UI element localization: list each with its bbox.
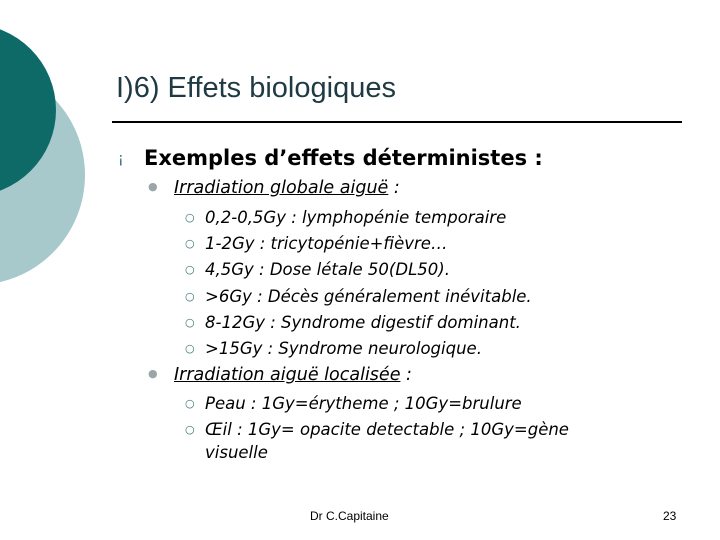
list-item <box>185 284 532 310</box>
circle-bullet-icon: ○ <box>185 211 195 224</box>
list-item-text: 0,2-0,5Gy : lymphopénie temporaire <box>205 208 507 227</box>
group1-label-underlined: Irradiation globale aiguë <box>174 178 389 198</box>
page-number: 23 <box>663 509 677 523</box>
list-item <box>185 257 450 283</box>
group1-label-tail: : <box>388 178 400 198</box>
list-item <box>185 391 522 417</box>
group2-label-underlined: Irradiation aiguë localisée <box>174 365 401 385</box>
list-item-text: 1-2Gy : tricytopénie+fièvre… <box>205 234 448 253</box>
decorative-circles <box>0 0 120 300</box>
circle-bullet-icon: ○ <box>185 263 195 276</box>
circle-bullet-icon: ○ <box>185 342 195 355</box>
list-item-text: Œil : 1Gy= opacite detectable ; 10Gy=gène <box>205 420 569 439</box>
list-item <box>185 205 506 231</box>
dot-bullet-icon: ● <box>148 367 158 380</box>
list-item-text: >15Gy : Syndrome neurologique. <box>205 339 482 358</box>
footer-author: Dr C.Capitaine <box>310 509 389 523</box>
circle-bullet-icon: ¡ <box>118 151 124 167</box>
list-item <box>185 231 447 257</box>
list-item-text: 8-12Gy : Syndrome digestif dominant. <box>205 313 521 332</box>
group2-label-tail: : <box>400 365 412 385</box>
list-item <box>185 336 482 362</box>
heading-item <box>118 146 543 170</box>
dot-bullet-icon: ● <box>148 180 158 193</box>
circle-bullet-icon: ○ <box>185 316 195 329</box>
list-item-text: 4,5Gy : Dose létale 50(DL50). <box>205 260 450 279</box>
list-item-text: Peau : 1Gy=érytheme ; 10Gy=brulure <box>205 394 522 413</box>
list-item <box>185 417 569 443</box>
circle-bullet-icon: ○ <box>185 290 195 303</box>
group1-label <box>148 178 400 198</box>
title-divider <box>112 121 682 123</box>
circle-bullet-icon: ○ <box>185 397 195 410</box>
heading-text: Exemples d’effets déterministes : <box>144 146 543 170</box>
list-item <box>185 310 521 336</box>
group2-label <box>148 365 412 385</box>
circle-bullet-icon: ○ <box>185 237 195 250</box>
slide-title: I)6) Effets biologiques <box>116 72 396 104</box>
list-item-text: >6Gy : Décès généralement inévitable. <box>205 287 532 306</box>
circle-bullet-icon: ○ <box>185 423 195 436</box>
list-item-continuation: visuelle <box>205 443 268 462</box>
